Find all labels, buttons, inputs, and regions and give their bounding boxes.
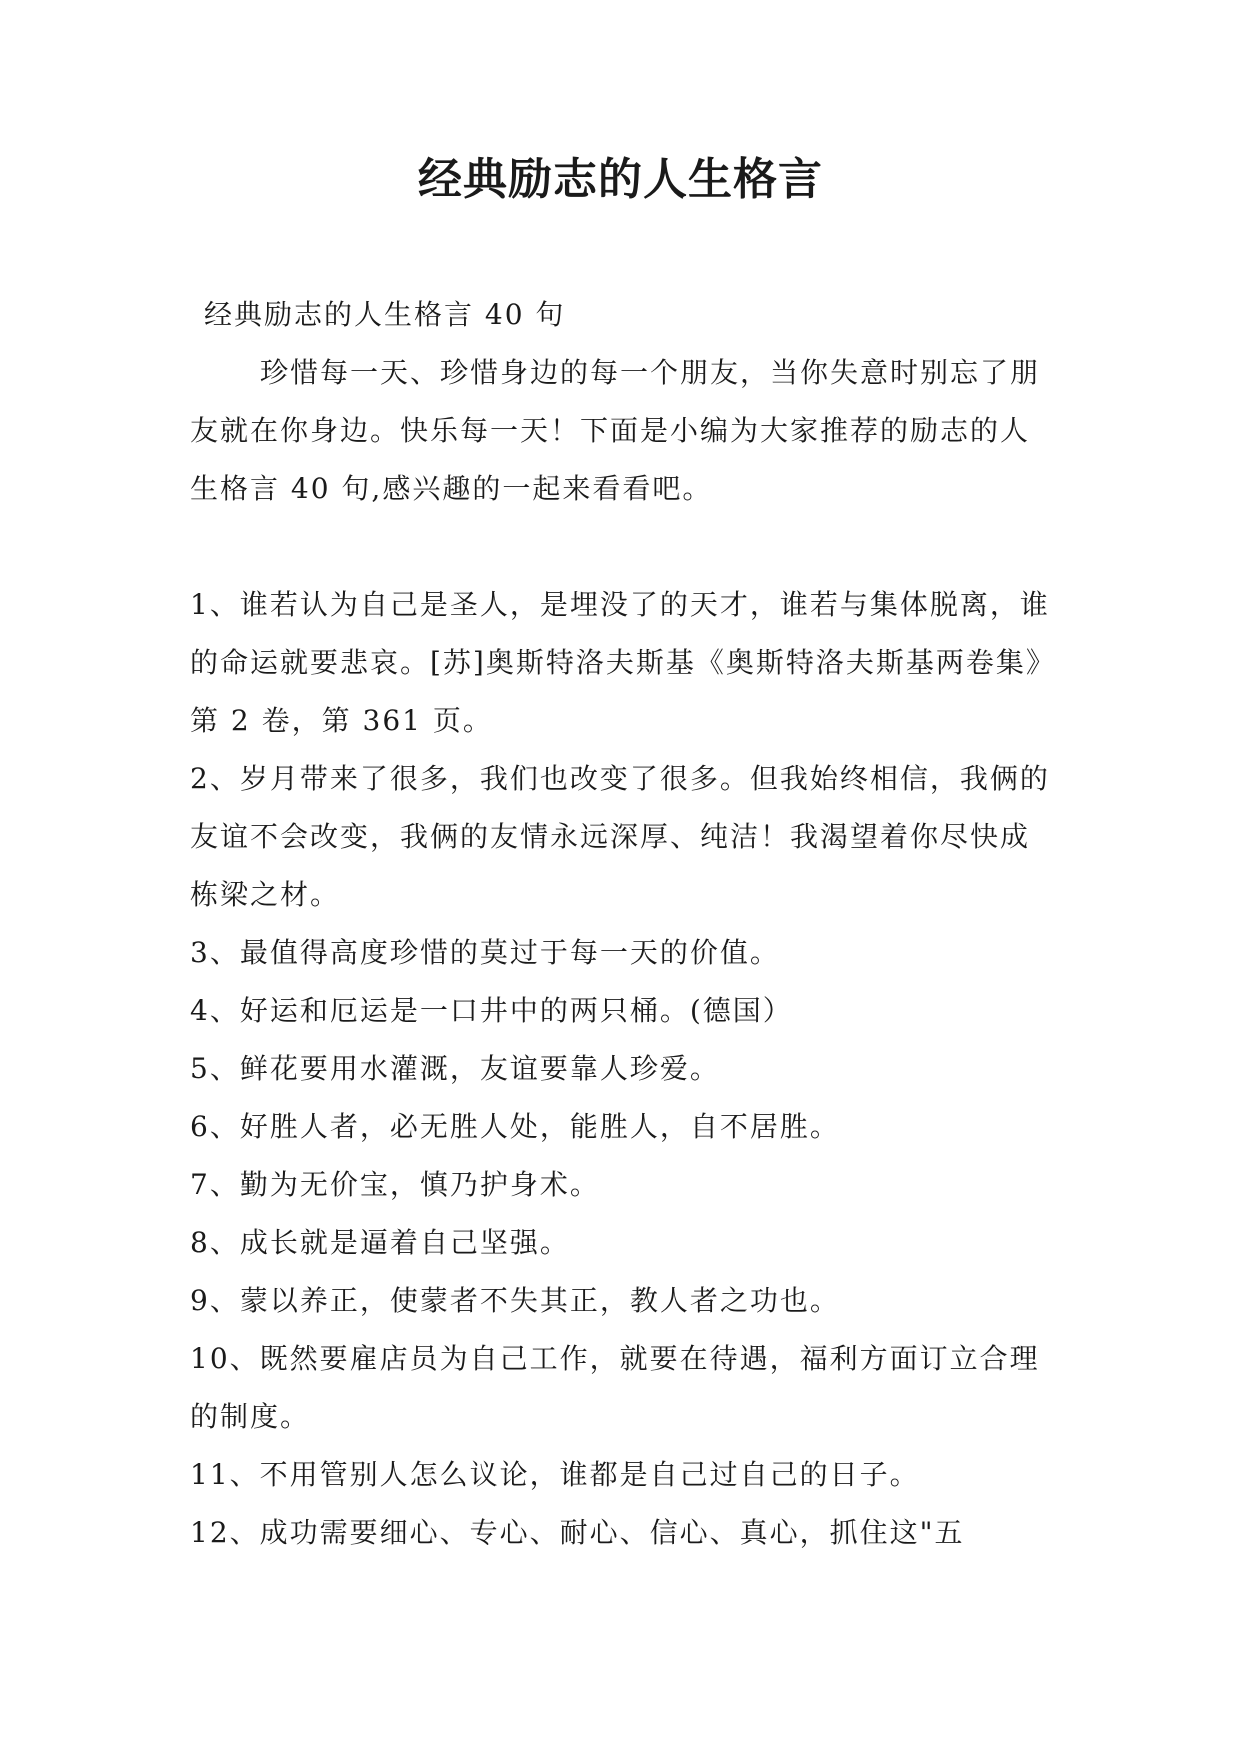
quote-item: 11、不用管别人怎么议论，谁都是自己过自己的日子。: [190, 1458, 920, 1491]
document-body: [190, 286, 1056, 1562]
document-title: 经典励志的人生格言: [418, 154, 823, 205]
quote-item: 4、好运和厄运是一口井中的两只桶。(德国）: [190, 994, 793, 1027]
quote-item: 2、岁月带来了很多，我们也改变了很多。但我始终相信，我俩的友谊不会改变，我俩的友情永远深厚、纯洁！我渴望着你尽快成栋梁之材。: [190, 762, 1050, 911]
section-subtitle: 经典励志的人生格言 40 句: [204, 298, 566, 331]
quote-item: 1、谁若认为自己是圣人，是埋没了的天才，谁若与集体脱离，谁的命运就要悲哀。[苏]奥斯特洛夫斯基《奥斯特洛夫斯基两卷集》第 2 卷，第 361 页。: [190, 588, 1056, 737]
quote-item: 3、最值得高度珍惜的莫过于每一天的价值。: [190, 936, 780, 969]
quote-item: 12、成功需要细心、专心、耐心、信心、真心，抓住这"五: [190, 1516, 965, 1549]
paragraph-gap: [190, 518, 1056, 576]
quote-item: 8、成长就是逼着自己坚强。: [190, 1226, 570, 1259]
intro-paragraph: 珍惜每一天、珍惜身边的每一个朋友，当你失意时别忘了朋友就在你身边。快乐每一天！下面是小编为大家推荐的励志的人生格言 40 句,感兴趣的一起来看看吧。: [190, 356, 1041, 505]
quote-item: 7、勤为无价宝，慎乃护身术。: [190, 1168, 600, 1201]
quote-item: 6、好胜人者，必无胜人处，能胜人，自不居胜。: [190, 1110, 840, 1143]
quote-item: 5、鲜花要用水灌溉，友谊要靠人珍爱。: [190, 1052, 720, 1085]
quote-item: 9、蒙以养正，使蒙者不失其正，教人者之功也。: [190, 1284, 840, 1317]
quote-item: 10、既然要雇店员为自己工作，就要在待遇，福利方面订立合理的制度。: [190, 1342, 1040, 1433]
